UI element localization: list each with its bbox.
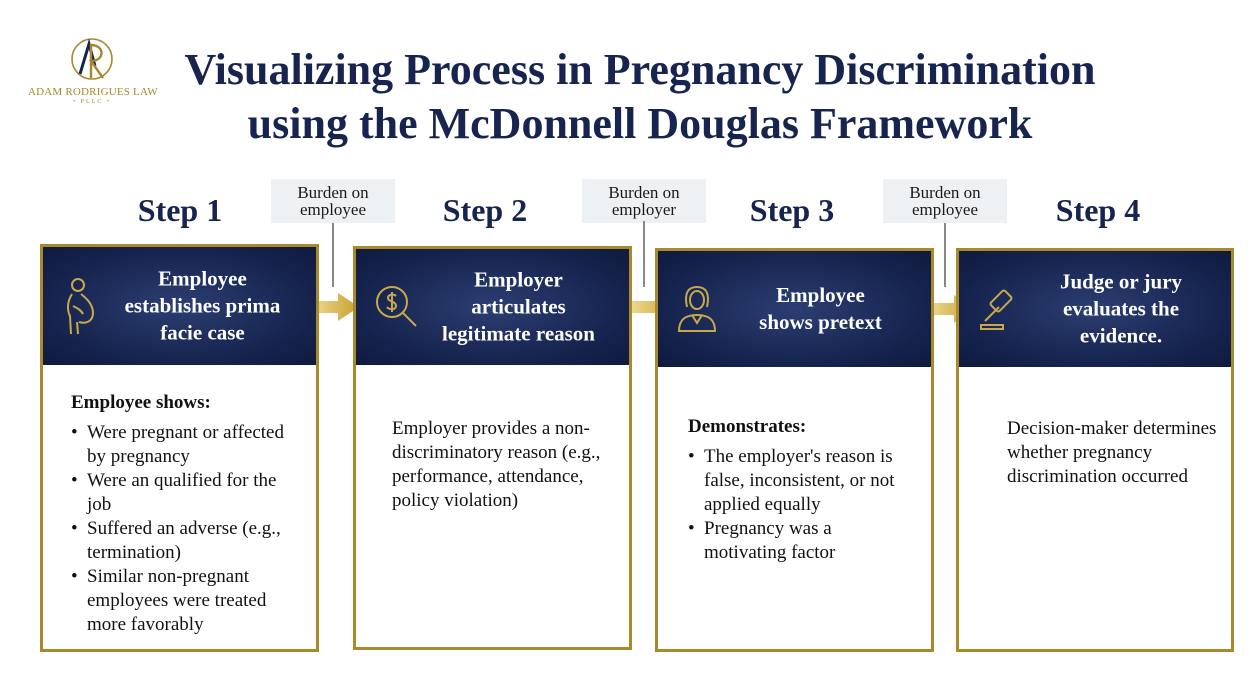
step-3-card: [655, 248, 934, 652]
list-item: • Suffered an adverse (e.g., termination): [71, 517, 302, 565]
step-2-heading: [418, 267, 619, 348]
step-4-heading-line-1: Judge or jury: [1059, 269, 1183, 294]
step-3-body-title: Demonstrates:: [688, 416, 807, 437]
step-1-card: [40, 244, 319, 652]
burden-2-line-1: Burden on: [608, 183, 680, 202]
pregnant-woman-icon: [61, 276, 101, 336]
burden-1-line-1: Burden on: [297, 183, 369, 202]
step-1-heading-line-1: Employee: [158, 266, 247, 291]
logo-sub: • PLLC •: [73, 99, 111, 105]
step-4-header: [959, 251, 1231, 367]
step-3-bullet-list: [688, 445, 917, 565]
step-2-header: [356, 249, 629, 365]
money-search-icon: [374, 284, 420, 330]
list-item: • Pregnancy was a motivating factor: [688, 517, 917, 565]
page-title-line-2: using the McDonnell Douglas Framework: [247, 99, 1033, 148]
list-item: • Similar non-pregnant employees were treated more favorably: [71, 565, 302, 637]
step-3-body: [688, 415, 917, 565]
step-2-body: [392, 417, 615, 513]
gavel-icon: [977, 287, 1021, 331]
burden-1-line-2: employee: [299, 200, 367, 219]
step-1-heading: [99, 266, 306, 347]
step-2-heading-line-3: legitimate reason: [442, 321, 595, 346]
step-1-body-title: Employee shows:: [71, 392, 211, 413]
burden-3-line-1: Burden on: [909, 183, 981, 202]
step-2-heading-line-2: articulates: [471, 294, 566, 319]
step-1-heading-line-2: establishes prima: [124, 293, 281, 318]
logo: [28, 36, 156, 105]
step-4-heading-line-2: evaluates the: [1062, 296, 1180, 321]
step-3-heading-line-1: Employee: [776, 283, 865, 307]
burden-label-2: [582, 179, 706, 223]
step-4-body: [1007, 417, 1217, 489]
step-4-label: Step 4: [1055, 192, 1141, 228]
step-3-heading: [720, 282, 921, 336]
step-4-body-text: Decision-maker determines whether pregnancy discrimination occurred: [1007, 418, 1217, 487]
page-title-line-1: Visualizing Process in Pregnancy Discrimination: [184, 45, 1096, 94]
step-2-heading-line-1: Employer: [474, 267, 563, 292]
step-1-body: [71, 391, 302, 637]
woman-person-icon: [676, 285, 718, 333]
step-4-heading-line-3: evidence.: [1079, 323, 1163, 348]
step-3-header: [658, 251, 931, 367]
burden-connector-3: [944, 223, 946, 287]
burden-connector-2: [643, 221, 645, 287]
step-1-label: Step 1: [137, 192, 223, 228]
burden-label-1: [271, 179, 395, 223]
logo-monogram-icon: [67, 36, 117, 84]
burden-connector-1: [332, 223, 334, 287]
step-1-heading-line-3: facie case: [160, 320, 245, 345]
list-item: • Were an qualified for the job: [71, 469, 302, 517]
step-2-card: [353, 246, 632, 650]
list-item: • Were pregnant or affected by pregnancy: [71, 421, 302, 469]
step-1-bullet-list: [71, 421, 302, 637]
step-2-body-text: Employer provides a non-discriminatory reason (e.g., performance, attendance, policy violation): [392, 418, 601, 511]
step-1-header: [43, 247, 316, 365]
step-3-heading-line-2: shows pretext: [759, 310, 882, 334]
step-2-label: Step 2: [442, 192, 528, 228]
list-item: • The employer's reason is false, inconsistent, or not applied equally: [688, 445, 917, 517]
logo-name: ADAM RODRIGUES LAW: [28, 86, 158, 98]
step-4-card: [956, 248, 1234, 652]
step-3-label: Step 3: [749, 192, 835, 228]
burden-2-line-2: employer: [611, 200, 677, 219]
burden-3-line-2: employee: [911, 200, 979, 219]
step-4-heading: [1021, 269, 1221, 350]
burden-label-3: [883, 179, 1007, 223]
